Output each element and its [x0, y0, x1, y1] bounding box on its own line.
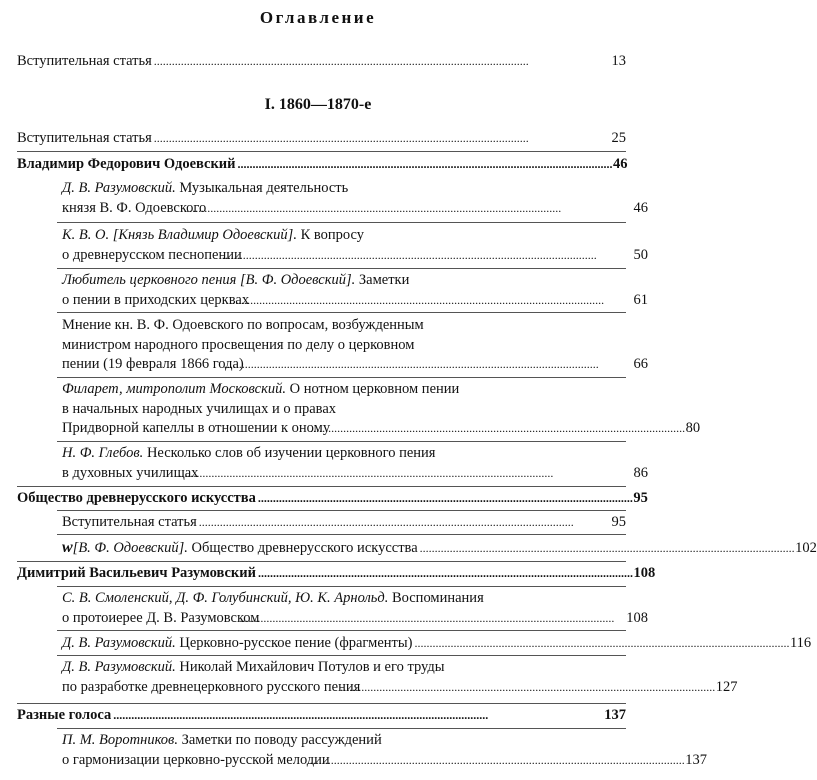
- entry-title: Церковно-русское пение (фрагменты): [179, 635, 413, 651]
- page-number: 61: [633, 291, 648, 308]
- divider: [17, 486, 626, 487]
- page-number: 46: [633, 199, 648, 216]
- toc-entry[interactable]: [62, 316, 648, 375]
- entry-line: [62, 179, 648, 199]
- entry-line: министром народного просвещения по делу о церковном: [62, 336, 415, 353]
- entry-author: Филарет, митрополит Московский.: [62, 381, 287, 397]
- divider: [57, 534, 626, 535]
- entry-line: в начальных народных училищах и о правах: [62, 400, 337, 417]
- group-title: Разные голоса: [17, 707, 112, 723]
- divider: [57, 222, 626, 223]
- entry-last-line: [62, 609, 648, 629]
- group-title: Димитрий Васильевич Разумовский: [17, 565, 256, 581]
- entry-label: Вступительная статья: [17, 130, 152, 146]
- entry-line: [62, 731, 648, 751]
- divider: [57, 728, 626, 729]
- entry-title: Воспоминания: [391, 590, 484, 606]
- toc-entry-section-intro[interactable]: [17, 129, 626, 149]
- toc-entry[interactable]: [62, 589, 648, 628]
- entry-line: [62, 271, 648, 291]
- page-number: 66: [633, 356, 648, 372]
- entry-line: Мнение кн. В. Ф. Одоевского по вопросам, возбужденным: [62, 317, 424, 333]
- entry-author: [В. Ф. Одоевский].: [72, 540, 188, 556]
- entry-line: [62, 444, 648, 464]
- dot-leader: [362, 678, 714, 698]
- page-number: 95: [633, 490, 648, 506]
- entry-title-cont: князя В. Ф. Одоевского: [62, 199, 207, 216]
- section-heading: I. 1860—1870-е: [264, 96, 372, 113]
- entry-title-cont: пении (19 февраля 1866 года): [62, 356, 244, 372]
- dot-leader: [238, 155, 612, 175]
- divider: [57, 441, 626, 442]
- group-title: Общество древнерусского искусства: [17, 490, 256, 506]
- page-number: 80: [685, 420, 701, 436]
- dot-leader: [154, 52, 610, 72]
- entry-last-line: [62, 355, 648, 375]
- entry-title: Николай Михайлович Потулов и его труды: [179, 659, 445, 675]
- dot-leader: [332, 419, 684, 439]
- dot-leader: [208, 199, 631, 219]
- entry-line: [62, 658, 648, 678]
- dot-leader: [200, 464, 631, 484]
- group-title: Владимир Федорович Одоевский: [17, 156, 236, 172]
- divider: [57, 377, 626, 378]
- dot-leader: [414, 634, 788, 654]
- entry-author: П. М. Воротников.: [62, 732, 178, 748]
- toc-entry[interactable]: [62, 271, 648, 310]
- divider: [57, 510, 626, 511]
- entry-author: Н. Ф. Глебов.: [62, 445, 144, 461]
- entry-label: Вступительная статья: [62, 514, 197, 530]
- divider: [17, 151, 626, 152]
- dot-leader: [258, 564, 632, 584]
- group-heading-voices[interactable]: [17, 706, 626, 726]
- divider: [57, 268, 626, 269]
- page-number: 102: [795, 540, 817, 556]
- entry-last-line: [62, 751, 707, 771]
- group-heading-odoevsky[interactable]: [17, 155, 626, 175]
- entry-title-cont: о древнерусском песнопении: [62, 246, 242, 263]
- toc-entry[interactable]: [62, 634, 812, 654]
- divider: [17, 561, 626, 562]
- entry-title-cont: о протоиерее Д. В. Разумовском: [62, 609, 260, 626]
- divider: [17, 703, 626, 704]
- entry-author: Д. В. Разумовский.: [62, 635, 176, 651]
- page-number: 108: [633, 565, 656, 581]
- dot-leader: [332, 751, 684, 771]
- toc-entry[interactable]: [62, 226, 648, 265]
- entry-title-cont: в духовных училищах: [62, 464, 199, 481]
- entry-last-line: [62, 291, 648, 311]
- entry-title: К вопросу: [300, 227, 364, 243]
- entry-title: Несколько слов об изучении церковного пения: [146, 445, 436, 461]
- entry-last-line: [62, 419, 701, 439]
- page-number: 13: [611, 53, 626, 69]
- toc-entry[interactable]: [62, 538, 817, 559]
- group-heading-razumovsky[interactable]: [17, 564, 656, 584]
- dot-leader: [246, 355, 632, 375]
- page-number: 86: [633, 464, 648, 481]
- dot-leader: [261, 609, 624, 629]
- dot-leader: [113, 706, 602, 726]
- page-number: 25: [611, 130, 626, 146]
- entry-last-line: [62, 678, 738, 698]
- entry-title: Общество древнерусского искусства: [191, 540, 418, 556]
- entry-line: [62, 589, 648, 609]
- toc-entry[interactable]: [62, 731, 707, 770]
- entry-author: Любитель церковного пения [В. Ф. Одоевский].: [62, 272, 356, 288]
- entry-last-line: [62, 246, 648, 266]
- page-number: 137: [685, 751, 707, 768]
- entry-title-cont: о гармонизации церковно-русской мелодии: [62, 751, 330, 768]
- page-number: 46: [613, 156, 628, 172]
- entry-title: Заметки по поводу рассуждений: [181, 732, 382, 748]
- entry-line: [62, 226, 648, 246]
- page-number: 108: [626, 609, 648, 626]
- entry-title: О нотном церковном пении: [289, 381, 460, 397]
- page-number: 127: [715, 678, 738, 695]
- page-number: 116: [789, 635, 812, 651]
- entry-author: Д. В. Разумовский.: [62, 180, 176, 196]
- entry-title: Заметки: [358, 272, 410, 288]
- entry-author: Д. В. Разумовский.: [62, 659, 176, 675]
- toc-entry[interactable]: [62, 444, 648, 483]
- toc-entry-intro[interactable]: [17, 52, 626, 72]
- entry-title: Музыкальная деятельность: [179, 180, 349, 196]
- toc-entry[interactable]: [62, 658, 738, 697]
- divider: [57, 586, 626, 587]
- dot-leader: [244, 246, 632, 266]
- entry-author: К. В. О. [Князь Владимир Одоевский].: [62, 227, 297, 243]
- toc-entry[interactable]: [62, 380, 701, 439]
- toc-title: Оглавление: [259, 8, 377, 27]
- dot-leader: [420, 539, 794, 559]
- dot-leader: [258, 489, 632, 509]
- group-heading-society[interactable]: [17, 489, 648, 509]
- entry-title-cont: по разработке древнецерковного русского пения: [62, 678, 361, 695]
- page-number: 95: [611, 514, 626, 530]
- dot-leader: [251, 291, 631, 311]
- dot-leader: [154, 129, 610, 149]
- page-number: 50: [633, 246, 648, 263]
- entry-last-line: [62, 464, 648, 484]
- toc-entry[interactable]: [62, 513, 626, 533]
- page-number: 137: [604, 707, 626, 723]
- divider: [57, 312, 626, 313]
- entry-author: С. В. Смоленский, Д. Ф. Голубинский, Ю. К. Арнольд.: [62, 590, 389, 606]
- toc-entry[interactable]: [62, 179, 648, 218]
- monogram-mark: w: [62, 539, 73, 556]
- entry-last-line: [62, 199, 648, 219]
- entry-line: [62, 380, 648, 400]
- entry-title-cont: Придворной капеллы в отношении к оному: [62, 420, 331, 436]
- divider: [57, 630, 626, 631]
- dot-leader: [199, 513, 610, 533]
- entry-label: Вступительная статья: [17, 53, 152, 69]
- divider: [57, 655, 626, 656]
- entry-title-cont: о пении в приходских церквах: [62, 291, 250, 308]
